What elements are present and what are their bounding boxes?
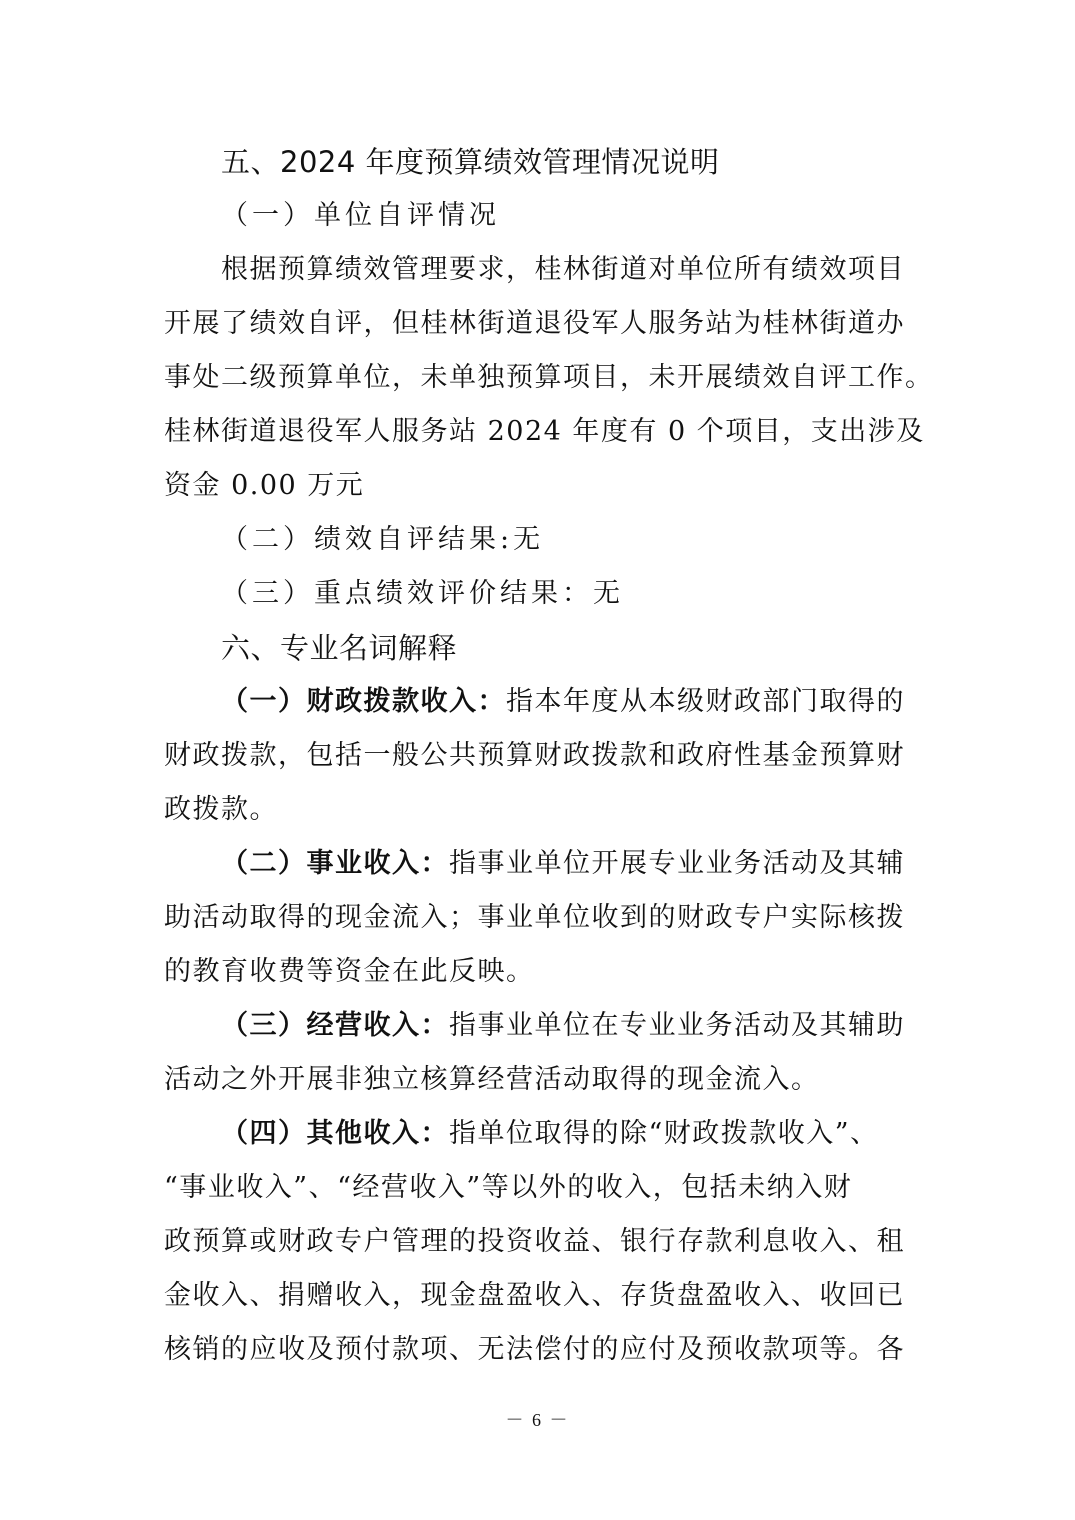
section-five-sub-two: （二）绩效自评结果:无: [221, 524, 545, 555]
page-number: － 6 －: [505, 1410, 570, 1430]
term-text: 指事业单位开展专业业务活动及其辅: [449, 848, 905, 879]
term-text: 指单位取得的除“财政拨款收入”、: [449, 1118, 879, 1149]
paragraph-line: 政预算或财政专户管理的投资收益、银行存款利息收入、租: [164, 1226, 905, 1257]
paragraph-line: “事业收入”、“经营收入”等以外的收入，包括未纳入财: [164, 1172, 853, 1203]
page-content: [164, 135, 934, 1377]
paragraph-line: 根据预算绩效管理要求，桂林街道对单位所有绩效项目: [221, 254, 905, 285]
section-five-sub-three: （三）重点绩效评价结果：无: [221, 578, 624, 609]
paragraph-line: 资金 0.00 万元: [164, 470, 365, 501]
paragraph-line: 事处二级预算单位，未单独预算项目，未开展绩效自评工作。: [164, 362, 934, 393]
paragraph-line: 开展了绩效自评，但桂林街道退役军人服务站为桂林街道办: [164, 308, 905, 339]
term-operating-income-line: [164, 999, 914, 1053]
term-text: 指事业单位在专业业务活动及其辅助: [449, 1010, 905, 1041]
paragraph-line: 金收入、捐赠收入，现金盘盈收入、存货盘盈收入、收回已: [164, 1280, 905, 1311]
term-label: （四）其他收入：: [221, 1118, 449, 1149]
term-business-income-line: [164, 837, 914, 891]
section-five-heading: 五、2024 年度预算绩效管理情况说明: [221, 145, 720, 179]
paragraph-line: 核销的应收及预付款项、无法偿付的应付及预收款项等。各: [164, 1334, 905, 1365]
paragraph-line: 活动之外开展非独立核算经营活动取得的现金流入。: [164, 1064, 820, 1095]
paragraph-line: 的教育收费等资金在此反映。: [164, 956, 535, 987]
paragraph-line: 助活动取得的现金流入；事业单位收到的财政专户实际核拨: [164, 902, 905, 933]
term-label: （三）经营收入：: [221, 1010, 449, 1041]
term-label: （二）事业收入：: [221, 848, 449, 879]
paragraph-line: 财政拨款，包括一般公共预算财政拨款和政府性基金预算财: [164, 740, 905, 771]
paragraph-line: 桂林街道退役军人服务站 2024 年度有 0 个项目，支出涉及: [164, 416, 925, 447]
term-other-income-line: [164, 1107, 914, 1161]
term-label: （一）财政拨款收入：: [221, 686, 506, 717]
paragraph-line: 政拨款。: [164, 794, 278, 825]
term-fiscal-appropriation-line: [164, 675, 914, 729]
section-five-sub-one: （一）单位自评情况: [221, 200, 500, 231]
section-six-heading: 六、专业名词解释: [221, 631, 458, 665]
term-text: 指本年度从本级财政部门取得的: [506, 686, 905, 717]
